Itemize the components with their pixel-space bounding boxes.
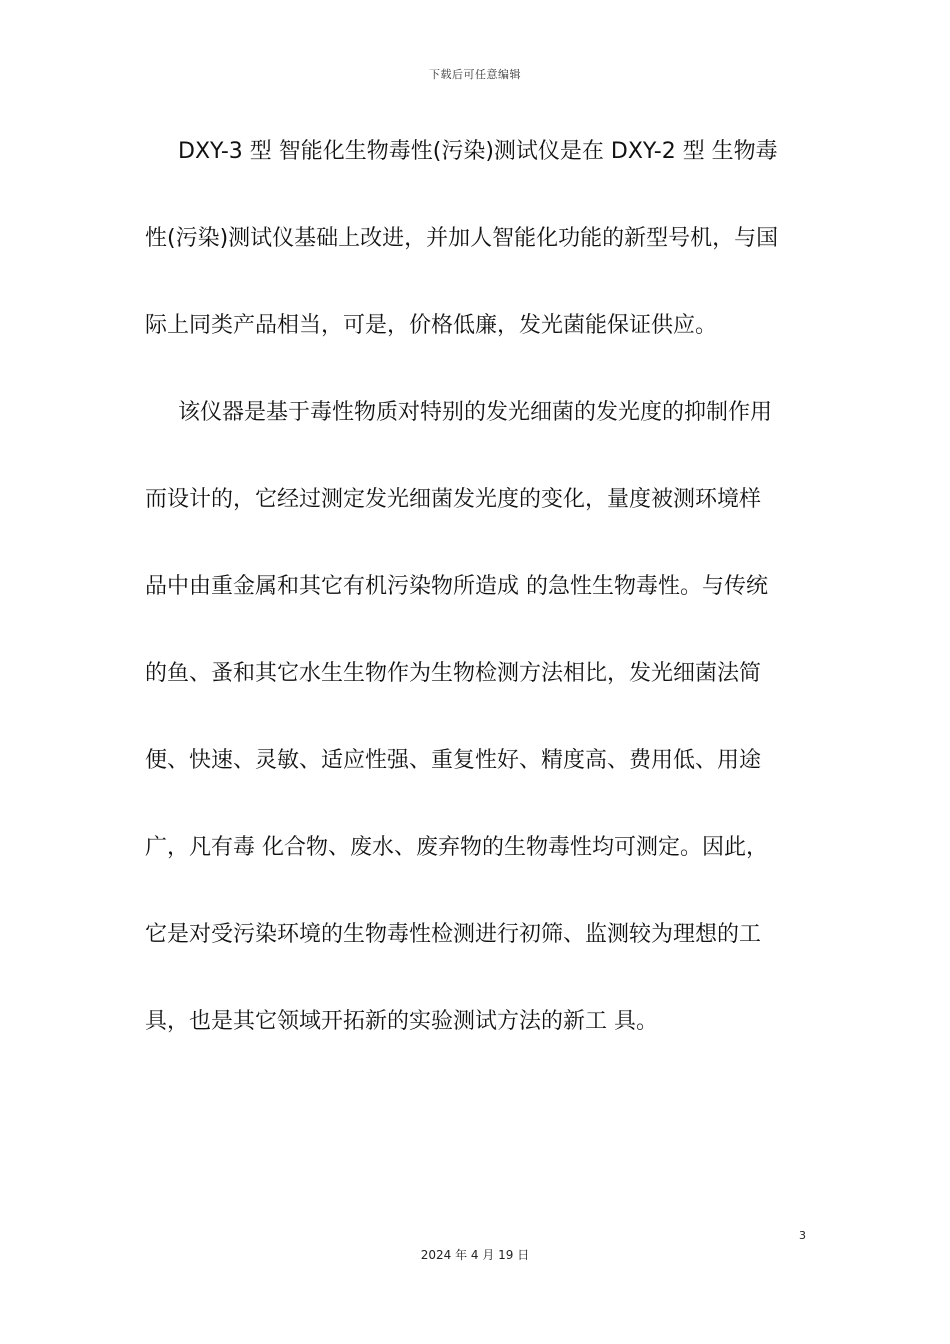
paragraph-2-line-3: 品中由重金属和其它有机污染物所造成 的急性生物毒性。与传统: [145, 574, 768, 599]
body-text: [145, 128, 810, 1085]
page-header: 下载后可任意编辑: [429, 68, 521, 81]
footer-date: 2024 年 4 月 19 日: [420, 1248, 530, 1262]
paragraph-1-line-2: 性(污染)测试仪基础上改进，并加人智能化功能的新型号机，与国: [145, 226, 779, 251]
page-number: 3: [799, 1229, 806, 1242]
paragraph-2-line-5: 便、快速、灵敏、适应性强、重复性好、精度高、费用低、用途: [145, 748, 762, 773]
paragraph-2-line-1: 该仪器是基于毒性物质对特别的发光细菌的发光度的抑制作用: [178, 400, 773, 425]
paragraph-2-line-7: 它是对受污染环境的生物毒性检测进行初筛、监测较为理想的工: [145, 922, 762, 947]
paragraph-2-line-8: 具，也是其它领域开拓新的实验测试方法的新工 具。: [145, 1009, 658, 1034]
paragraph-1-line-1: DXY-3 型 智能化生物毒性(污染)测试仪是在 DXY-2 型 生物毒: [178, 139, 778, 164]
paragraph-1-line-3: 际上同类产品相当，可是，价格低廉，发光菌能保证供应。: [145, 313, 718, 338]
paragraph-2-line-4: 的鱼、蚤和其它水生生物作为生物检测方法相比，发光细菌法简: [145, 661, 762, 686]
paragraph-2-line-2: 而设计的，它经过测定发光细菌发光度的变化，量度被测环境样: [145, 487, 762, 512]
paragraph-2-line-6: 广，凡有毒 化合物、废水、废弃物的生物毒性均可测定。因此，: [145, 835, 768, 860]
